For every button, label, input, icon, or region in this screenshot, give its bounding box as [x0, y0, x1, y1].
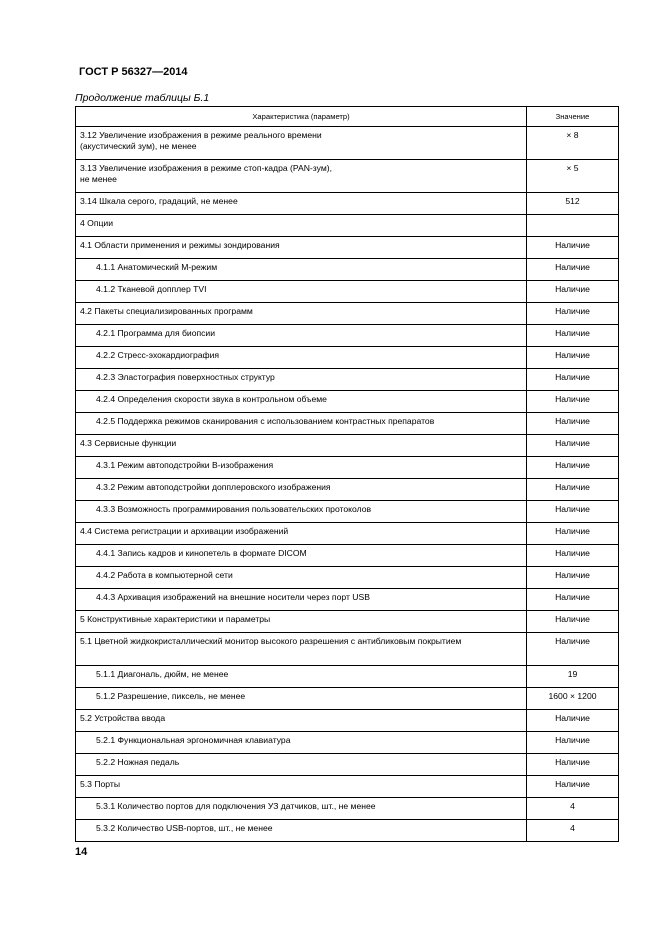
table-row	[76, 798, 619, 820]
document-header: ГОСТ Р 56327—2014	[79, 66, 188, 78]
parameter-cell: 5.1.2 Разрешение, пиксель, не менее	[76, 688, 527, 710]
value-cell: Наличие	[527, 523, 619, 545]
parameter-cell: 5.2.2 Ножная педаль	[76, 754, 527, 776]
table-row	[76, 589, 619, 611]
parameter-cell: 4.3 Сервисные функции	[76, 435, 527, 457]
parameter-cell: 5.1 Цветной жидкокристаллический монитор высокого разрешения с антибликовым покрытием	[76, 633, 527, 666]
table-row	[76, 369, 619, 391]
table-caption: Продолжение таблицы Б.1	[75, 92, 210, 104]
table-row	[76, 545, 619, 567]
value-cell: Наличие	[527, 732, 619, 754]
value-cell: 512	[527, 193, 619, 215]
value-cell: Наличие	[527, 754, 619, 776]
value-cell: Наличие	[527, 413, 619, 435]
table-row	[76, 501, 619, 523]
parameter-cell: 4.4.3 Архивация изображений на внешние носители через порт USB	[76, 589, 527, 611]
parameter-cell: 3.14 Шкала серого, градаций, не менее	[76, 193, 527, 215]
table-row	[76, 325, 619, 347]
table-header-row	[76, 107, 619, 127]
table-row	[76, 237, 619, 259]
table-row	[76, 710, 619, 732]
value-cell: 1600 × 1200	[527, 688, 619, 710]
parameter-cell: 5.2.1 Функциональная эргономичная клавиатура	[76, 732, 527, 754]
value-cell: 4	[527, 798, 619, 820]
value-cell: Наличие	[527, 369, 619, 391]
value-cell: × 5	[527, 160, 619, 193]
value-cell: Наличие	[527, 589, 619, 611]
table-body	[76, 127, 619, 842]
value-cell: Наличие	[527, 710, 619, 732]
parameter-cell: 4.4.1 Запись кадров и кинопетель в формате DICOM	[76, 545, 527, 567]
table-row	[76, 633, 619, 666]
table-row	[76, 413, 619, 435]
table-row	[76, 523, 619, 545]
value-cell: Наличие	[527, 237, 619, 259]
value-cell: Наличие	[527, 545, 619, 567]
parameter-cell: 5.3.2 Количество USB-портов, шт., не менее	[76, 820, 527, 842]
table-row	[76, 303, 619, 325]
value-cell: Наличие	[527, 501, 619, 523]
column-header-parameter: Характеристика (параметр)	[76, 107, 527, 127]
value-cell: Наличие	[527, 479, 619, 501]
table-row	[76, 820, 619, 842]
parameter-cell: 4.4 Система регистрации и архивации изображений	[76, 523, 527, 545]
table-row	[76, 754, 619, 776]
table-row	[76, 611, 619, 633]
parameter-cell: 5.2 Устройства ввода	[76, 710, 527, 732]
value-cell: Наличие	[527, 776, 619, 798]
table-row	[76, 776, 619, 798]
value-cell: Наличие	[527, 633, 619, 666]
parameter-cell: 4.3.3 Возможность программирования пользовательских протоколов	[76, 501, 527, 523]
table-row	[76, 435, 619, 457]
parameter-cell: 4.2.1 Программа для биопсии	[76, 325, 527, 347]
value-cell: Наличие	[527, 567, 619, 589]
page-number: 14	[75, 846, 88, 858]
table-row	[76, 479, 619, 501]
value-cell	[527, 215, 619, 237]
table-row	[76, 193, 619, 215]
value-cell: Наличие	[527, 611, 619, 633]
parameter-cell: 3.12 Увеличение изображения в режиме реального времени (акустический зум), не менее	[76, 127, 527, 160]
value-cell: Наличие	[527, 325, 619, 347]
parameter-cell: 5.1.1 Диагональ, дюйм, не менее	[76, 666, 527, 688]
table-row	[76, 127, 619, 160]
parameter-cell: 5 Конструктивные характеристики и параметры	[76, 611, 527, 633]
value-cell: Наличие	[527, 457, 619, 479]
parameter-cell: 3.13 Увеличение изображения в режиме стоп-кадра (PAN-зум), не менее	[76, 160, 527, 193]
parameter-cell: 4.2 Пакеты специализированных программ	[76, 303, 527, 325]
table-row	[76, 391, 619, 413]
parameter-cell: 4.2.4 Определения скорости звука в контрольном объеме	[76, 391, 527, 413]
column-header-value: Значение	[527, 107, 619, 127]
parameter-cell: 4.2.2 Стресс-эхокардиография	[76, 347, 527, 369]
parameter-cell: 5.3.1 Количество портов для подключения УЗ датчиков, шт., не менее	[76, 798, 527, 820]
parameter-cell: 5.3 Порты	[76, 776, 527, 798]
value-cell: Наличие	[527, 259, 619, 281]
parameter-cell: 4.1.2 Тканевой допплер TVI	[76, 281, 527, 303]
parameter-cell: 4.3.2 Режим автоподстройки допплеровского изображения	[76, 479, 527, 501]
value-cell: 19	[527, 666, 619, 688]
table-row	[76, 732, 619, 754]
table-row	[76, 688, 619, 710]
value-cell: × 8	[527, 127, 619, 160]
table-row	[76, 567, 619, 589]
parameter-cell: 4 Опции	[76, 215, 527, 237]
parameter-cell: 4.3.1 Режим автоподстройки В-изображения	[76, 457, 527, 479]
value-cell: 4	[527, 820, 619, 842]
table-row	[76, 259, 619, 281]
table-row	[76, 347, 619, 369]
parameter-cell: 4.1 Области применения и режимы зондирования	[76, 237, 527, 259]
value-cell: Наличие	[527, 435, 619, 457]
table-row	[76, 160, 619, 193]
table-row	[76, 666, 619, 688]
table-row	[76, 457, 619, 479]
value-cell: Наличие	[527, 303, 619, 325]
value-cell: Наличие	[527, 281, 619, 303]
spec-table	[75, 106, 619, 842]
value-cell: Наличие	[527, 391, 619, 413]
table-row	[76, 281, 619, 303]
table-row	[76, 215, 619, 237]
parameter-cell: 4.2.3 Эластография поверхностных структур	[76, 369, 527, 391]
parameter-cell: 4.4.2 Работа в компьютерной сети	[76, 567, 527, 589]
parameter-cell: 4.1.1 Анатомический М-режим	[76, 259, 527, 281]
value-cell: Наличие	[527, 347, 619, 369]
parameter-cell: 4.2.5 Поддержка режимов сканирования с использованием контрастных препаратов	[76, 413, 527, 435]
